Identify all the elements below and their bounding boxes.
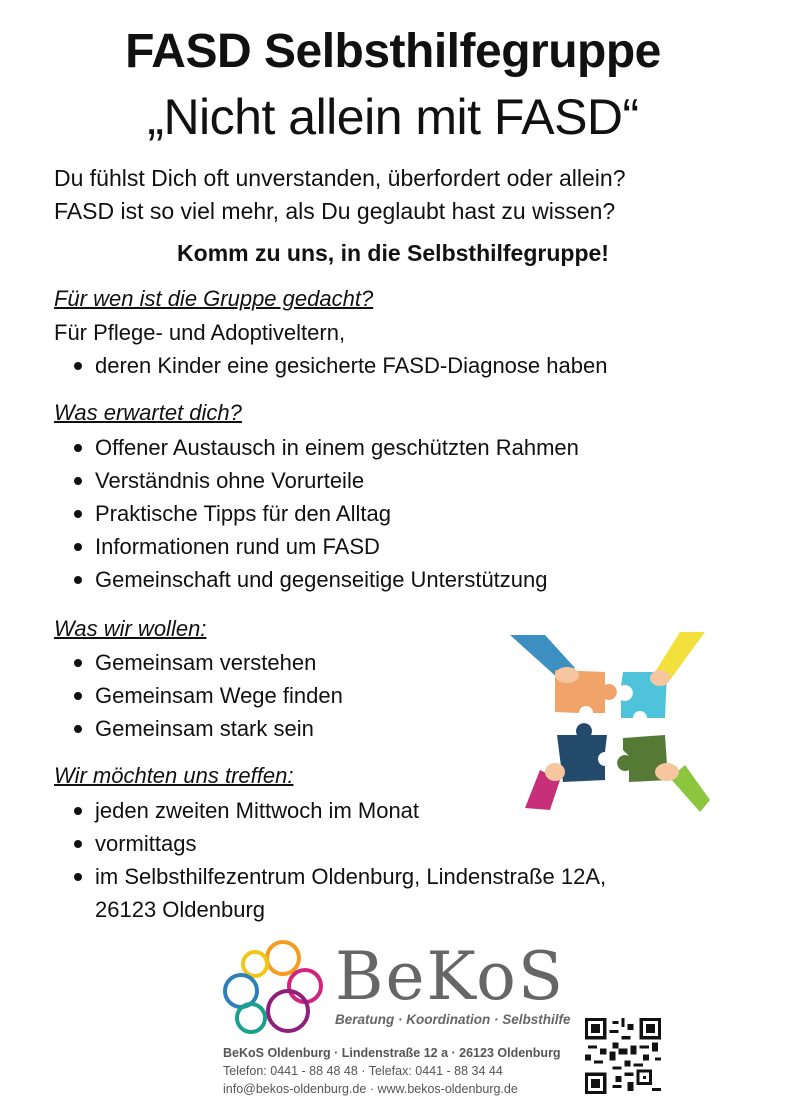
list-item-text: Gemeinsam verstehen xyxy=(95,650,317,675)
list-item xyxy=(54,712,343,745)
list-item-text: Gemeinschaft und gegenseitige Unterstützung xyxy=(95,567,548,592)
bekos-web-email: info@bekos-oldenburg.de · www.bekos-oldenburg.de xyxy=(223,1082,518,1096)
bekos-logo-block xyxy=(205,930,580,1116)
flyer-subtitle: „Nicht allein mit FASD“ xyxy=(147,89,639,145)
section-heading-meeting: Wir möchten uns treffen: xyxy=(54,763,294,788)
bullet-icon xyxy=(74,807,82,815)
list-item-text: 26123 Oldenburg xyxy=(95,897,266,922)
qr-code-icon[interactable] xyxy=(585,1018,661,1094)
list-item xyxy=(54,464,579,497)
bullet-icon xyxy=(74,576,82,584)
intro-text xyxy=(54,162,626,228)
list-item-text: Gemeinsam Wege finden xyxy=(95,683,343,708)
bullet-icon xyxy=(74,362,82,370)
bullet-icon xyxy=(74,840,82,848)
list-item xyxy=(54,349,607,382)
list-item-text: Verständnis ohne Vorurteile xyxy=(95,468,365,493)
list-item-continuation xyxy=(54,893,606,926)
list-item-text: Praktische Tipps für den Alltag xyxy=(95,501,391,526)
puzzle-hands-illustration xyxy=(505,630,715,820)
list-item xyxy=(54,497,579,530)
list-item xyxy=(54,860,606,893)
goals-list xyxy=(54,646,343,745)
bullet-icon xyxy=(74,477,82,485)
list-item-text: vormittags xyxy=(95,831,197,856)
list-item xyxy=(54,827,606,860)
audience-list xyxy=(54,349,607,382)
bullet-icon xyxy=(74,444,82,452)
intro-line-1: Du fühlst Dich oft unverstanden, überfordert oder allein? xyxy=(54,165,626,191)
call-to-action: Komm zu uns, in die Selbsthilfegruppe! xyxy=(177,240,609,266)
bekos-tagline: Beratung · Koordination · Selbsthilfe xyxy=(335,1012,571,1027)
list-item-text: deren Kinder eine gesicherte FASD-Diagnose haben xyxy=(95,353,608,378)
bullet-icon xyxy=(74,659,82,667)
bekos-phone: Telefon: 0441 - 88 48 48 · Telefax: 0441 - 88 34 44 xyxy=(223,1064,503,1078)
audience-text: Für Pflege- und Adoptiveltern, xyxy=(54,320,346,345)
bekos-contact-block xyxy=(223,1044,561,1098)
bullet-icon xyxy=(74,510,82,518)
list-item-text: jeden zweiten Mittwoch im Monat xyxy=(95,798,420,823)
bullet-icon xyxy=(74,543,82,551)
bekos-speech-bubbles-icon xyxy=(213,936,331,1036)
bekos-logo-text: BeKoS xyxy=(335,938,566,1015)
list-item xyxy=(54,646,343,679)
bullet-icon xyxy=(74,692,82,700)
flyer-title: FASD Selbsthilfegruppe xyxy=(125,25,661,78)
intro-line-2: FASD ist so viel mehr, als Du geglaubt hast zu wissen? xyxy=(54,198,616,224)
list-item xyxy=(54,563,579,596)
section-heading-audience: Für wen ist die Gruppe gedacht? xyxy=(54,286,374,311)
bullet-icon xyxy=(74,873,82,881)
list-item xyxy=(54,431,579,464)
section-heading-expectations: Was erwartet dich? xyxy=(54,400,242,425)
section-heading-goals: Was wir wollen: xyxy=(54,616,207,641)
list-item xyxy=(54,679,343,712)
bekos-address: BeKoS Oldenburg · Lindenstraße 12 a · 26123 Oldenburg xyxy=(223,1046,561,1060)
list-item-text: Gemeinsam stark sein xyxy=(95,716,314,741)
expectations-list xyxy=(54,431,579,596)
list-item-text: im Selbsthilfezentrum Oldenburg, Lindenstraße 12A, xyxy=(95,864,607,889)
bullet-icon xyxy=(74,725,82,733)
list-item-text: Offener Austausch in einem geschützten Rahmen xyxy=(95,435,579,460)
list-item-text: Informationen rund um FASD xyxy=(95,534,380,559)
list-item xyxy=(54,530,579,563)
